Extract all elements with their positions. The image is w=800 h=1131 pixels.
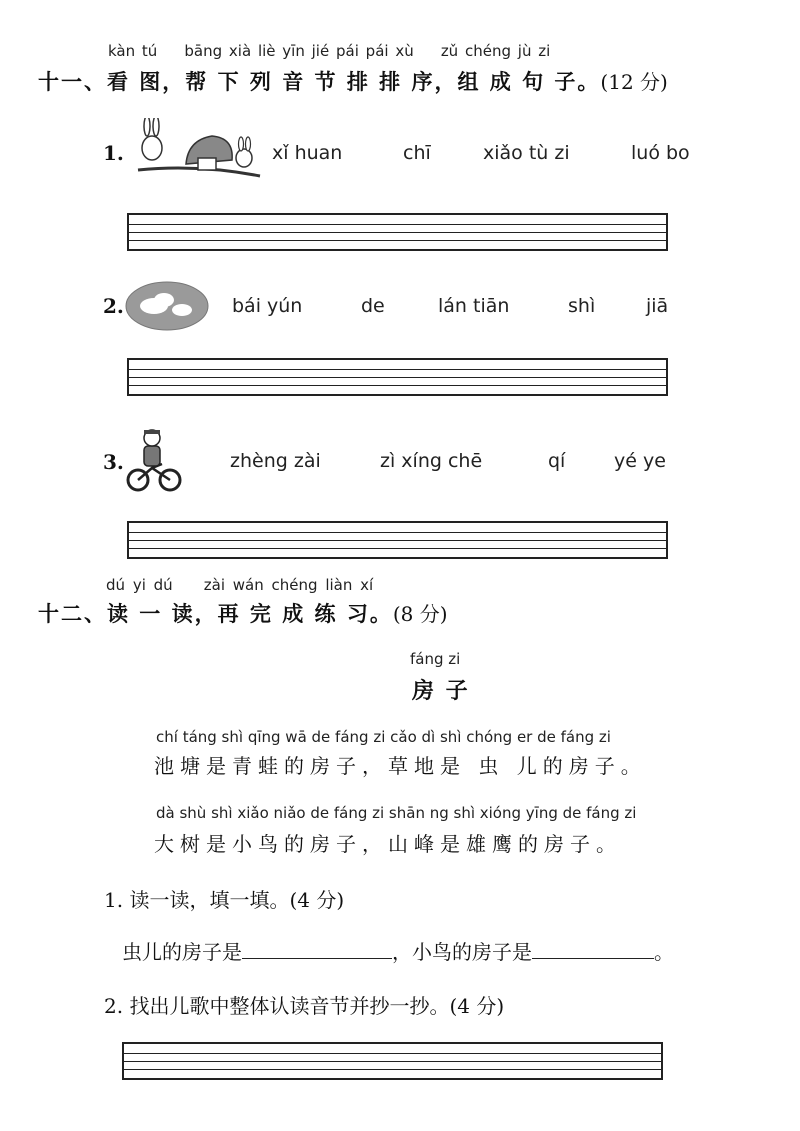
q2-word-4: shì [568, 295, 596, 317]
poem-title-pinyin: fáng zi [410, 650, 461, 668]
q2-answer-grid[interactable] [127, 358, 668, 396]
section-12-title: 十二、读 一 读，再 完 成 练 习。(8 分) [38, 601, 448, 626]
q3-number: 3. [103, 450, 124, 474]
q1-answer-grid[interactable] [127, 213, 668, 251]
section-11-title-pinyin: kàn tú bāng xià liè yīn jié pái pái xù zǔ chéng jù zi [108, 42, 551, 60]
q3-answer-grid[interactable] [127, 521, 668, 559]
poem-line-2-pinyin: dà shù shì xiǎo niǎo de fáng zi shān ng shì xióng yīng de fáng zi [156, 804, 637, 822]
fill-text-a: 虫儿的房子是 [122, 940, 242, 964]
sub-question-2-answer-grid[interactable] [122, 1042, 663, 1080]
q2-word-5: jiā [646, 295, 669, 317]
poem-line-1: 池塘是青蛙的房子，草地是 虫 儿的房子。 [154, 754, 647, 778]
q1-word-1: xǐ huan [272, 142, 343, 164]
q3-word-4: yé ye [614, 450, 666, 472]
q3-word-2: zì xíng chē [380, 450, 483, 472]
q2-word-1: bái yún [232, 295, 303, 317]
sub-question-1-fill [122, 936, 674, 965]
q2-number: 2. [103, 294, 124, 318]
poem-line-1-pinyin: chí táng shì qīng wā de fáng zi cǎo dì shì chóng er de fáng zi [156, 728, 611, 746]
q1-word-2: chī [403, 142, 431, 164]
grandpa-bicycle-illustration [124, 424, 184, 494]
rabbit-carrot-illustration [128, 118, 268, 184]
poem-title: 房 子 [412, 678, 470, 704]
section-12-title-pinyin: dú yi dú zài wán chéng liàn xí [106, 576, 374, 594]
q3-word-3: qí [548, 450, 566, 472]
sub-question-2-label: 2. 找出儿歌中整体认读音节并抄一抄。(4 分) [104, 994, 505, 1018]
poem-line-2: 大树是小鸟的房子，山峰是雄鹰的房子。 [154, 832, 622, 856]
q2-word-2: de [361, 295, 385, 317]
fill-text-b: ，小鸟的房子是 [392, 940, 532, 964]
blank-xiao-niao-house[interactable] [532, 940, 654, 959]
fill-text-end: 。 [654, 940, 674, 964]
q1-word-3: xiǎo tù zi [483, 142, 570, 164]
q1-word-4: luó bo [631, 142, 690, 164]
blank-chong-er-house[interactable] [242, 940, 392, 959]
q3-word-1: zhèng zài [230, 450, 321, 472]
cloud-sky-illustration [124, 280, 210, 332]
q2-word-3: lán tiān [438, 295, 510, 317]
section-11-title: 十一、看 图，帮 下 列 音 节 排 排 序，组 成 句 子。(12 分) [38, 69, 668, 94]
q1-number: 1. [103, 141, 124, 165]
sub-question-1-label: 1. 读一读，填一填。(4 分) [104, 888, 345, 912]
